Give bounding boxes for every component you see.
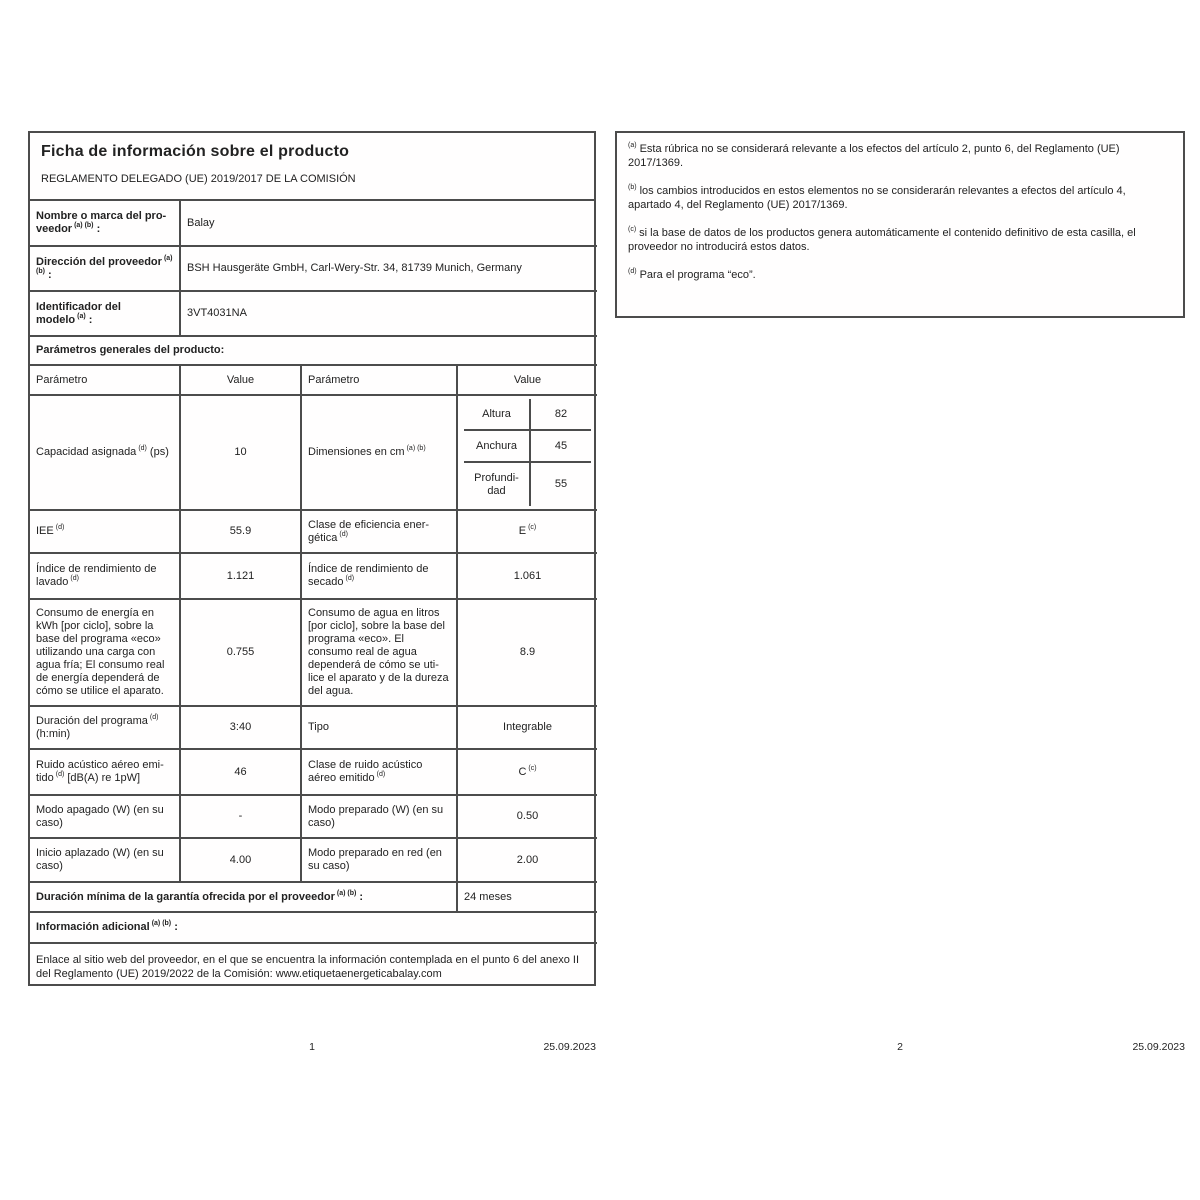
regulation-subtitle: REGLAMENTO DELEGADO (UE) 2019/2017 DE LA COMISIÓN bbox=[41, 173, 356, 185]
label-text: Capacidad asignada bbox=[36, 446, 137, 458]
label-text: Índice de rendimiento de secado bbox=[308, 563, 429, 588]
dimension-value: 82 bbox=[554, 407, 568, 420]
col-header-value-2: Value bbox=[457, 365, 597, 395]
dimension-row-width bbox=[464, 431, 591, 463]
model-identifier-label bbox=[30, 291, 180, 336]
footnote-marker: (b) bbox=[628, 184, 637, 192]
standby-mode-value bbox=[457, 795, 597, 838]
supplier-address-label bbox=[30, 246, 180, 291]
page-2-number: 2 bbox=[897, 1041, 903, 1053]
value-text: Integrable bbox=[503, 721, 552, 733]
label-text: Clase de ruido acústico aéreo emitido bbox=[308, 759, 423, 784]
value-text: 8.9 bbox=[519, 646, 536, 658]
footnote-text: si la base de datos de los productos genera automáticamente el contenido definitivo de esta casilla, el proveedor no introducirá estos datos. bbox=[628, 227, 1136, 253]
footnote-ref: (a) (b) bbox=[151, 920, 172, 928]
table-row bbox=[30, 795, 597, 838]
footnote-marker: (c) bbox=[628, 226, 637, 234]
footnote-ref: (d) bbox=[345, 575, 355, 583]
footnote-marker: (a) bbox=[628, 142, 637, 150]
table-row bbox=[30, 599, 597, 706]
table-row bbox=[30, 336, 597, 365]
dimension-value: 55 bbox=[554, 478, 568, 490]
noise-class-value bbox=[457, 749, 597, 795]
dimension-name: Anchura bbox=[464, 431, 531, 461]
value-text: 0.50 bbox=[516, 810, 539, 822]
dimension-row-height bbox=[464, 399, 591, 431]
label-suffix: [dB(A) re 1pW] bbox=[64, 772, 141, 784]
footnote-ref: (a) bbox=[77, 312, 86, 320]
label-suffix: (h:min) bbox=[36, 727, 71, 740]
capacity-label bbox=[30, 395, 180, 510]
washing-index-value: 1.121 bbox=[180, 553, 301, 599]
footnote-marker: (d) bbox=[628, 268, 637, 276]
value-text: C bbox=[518, 765, 527, 778]
iee-label bbox=[30, 510, 180, 553]
type-label bbox=[301, 706, 457, 749]
page-2-date: 25.09.2023 bbox=[1132, 1041, 1185, 1053]
dimension-name: Profundi-dad bbox=[464, 463, 531, 506]
table-row bbox=[30, 510, 597, 553]
value-text: 2.00 bbox=[516, 853, 539, 866]
label-text: Dirección del proveedor bbox=[36, 255, 162, 268]
label-text: Identificador del modelo bbox=[36, 300, 121, 326]
label-colon: : bbox=[93, 223, 101, 235]
networked-standby-value bbox=[457, 838, 597, 882]
label-text: IEE bbox=[36, 525, 54, 537]
table-row bbox=[30, 553, 597, 599]
noise-label bbox=[30, 749, 180, 795]
off-mode-label: Modo apagado (W) (en su caso) bbox=[30, 795, 180, 838]
footnote-c bbox=[628, 226, 1172, 254]
label-colon: : bbox=[356, 890, 364, 903]
footnote-d bbox=[628, 268, 1172, 282]
water-consumption-label: Consumo de agua en litros [por ciclo], sobre la base del programa «eco». El consumo real de agua dependerá de cómo se uti-lice el aparato y de la dureza del agua. bbox=[301, 599, 457, 706]
footnote-ref: (a) (b) bbox=[74, 222, 94, 230]
capacity-value: 10 bbox=[180, 395, 301, 510]
table-row bbox=[30, 291, 597, 336]
website-link-note: Enlace al sitio web del proveedor, en el que se encuentra la información contemplada en el punto 6 del anexo II del Reglamento (UE) 2019/2022 de la Comisión: www.etiquetaenergeticabalay.com bbox=[30, 943, 597, 990]
table-row bbox=[30, 882, 597, 912]
page-1-date: 25.09.2023 bbox=[543, 1041, 596, 1053]
footnote-ref: (c) bbox=[528, 524, 537, 532]
footnote-a bbox=[628, 142, 1172, 170]
footnote-ref: (c) bbox=[528, 764, 537, 772]
label-text: Nombre o marca del pro-veedor bbox=[36, 210, 167, 235]
warranty-label bbox=[30, 882, 457, 912]
energy-consumption-label: Consumo de energía en kWh [por ciclo], sobre la base del programa «eco» utilizando una carga con agua fría; El consumo real de energía dependerá de cómo se utilice el aparato. bbox=[30, 599, 180, 706]
supplier-address-value: BSH Hausgeräte GmbH, Carl-Wery-Str. 34, 81739 Munich, Germany bbox=[180, 246, 597, 291]
dimension-value: 45 bbox=[554, 439, 568, 452]
product-fiche-page-1 bbox=[28, 131, 596, 986]
general-parameters-header: Parámetros generales del producto: bbox=[30, 336, 597, 365]
page-title: Ficha de información sobre el producto bbox=[41, 143, 350, 160]
delayed-start-value: 4.00 bbox=[180, 838, 301, 882]
footnote-ref: (a) (b) bbox=[36, 254, 173, 275]
label-text: Tipo bbox=[308, 721, 329, 733]
water-consumption-value bbox=[457, 599, 597, 706]
page-1-number: 1 bbox=[309, 1041, 315, 1053]
label-suffix: (ps) bbox=[146, 446, 169, 458]
col-header-parametro-1: Parámetro bbox=[30, 365, 180, 395]
footnote-ref: (d) bbox=[339, 530, 348, 538]
standby-mode-label: Modo preparado (W) (en su caso) bbox=[301, 795, 457, 838]
value-text: E bbox=[518, 525, 527, 537]
label-colon: : bbox=[171, 921, 178, 933]
footnote-ref: (d) bbox=[138, 445, 147, 453]
footnote-ref: (a) (b) bbox=[406, 445, 426, 453]
label-text: Clase de eficiencia ener-gética bbox=[308, 518, 430, 544]
drying-index-value bbox=[457, 553, 597, 599]
dimension-name: Altura bbox=[464, 399, 531, 429]
product-fiche-page-2 bbox=[615, 131, 1185, 318]
delayed-start-label: Inicio aplazado (W) (en su caso) bbox=[30, 838, 180, 882]
additional-info-label bbox=[30, 912, 597, 943]
dimension-row-depth bbox=[464, 463, 591, 506]
footnote-text: Esta rúbrica no se considerará relevante a los efectos del artículo 2, punto 6, del Reglamento (UE) 2017/1369. bbox=[628, 143, 1120, 169]
table-row bbox=[30, 246, 597, 291]
energy-class-label bbox=[301, 510, 457, 553]
table-row bbox=[30, 838, 597, 882]
off-mode-value: - bbox=[180, 795, 301, 838]
footnote-ref: (d) bbox=[55, 524, 65, 532]
type-value bbox=[457, 706, 597, 749]
drying-index-label bbox=[301, 553, 457, 599]
table-row bbox=[30, 395, 597, 510]
dimensions-label bbox=[301, 395, 457, 510]
supplier-name-label bbox=[30, 201, 180, 246]
label-colon: : bbox=[44, 268, 52, 281]
table-header-row bbox=[30, 365, 597, 395]
title-block bbox=[30, 133, 594, 201]
label-text: Información adicional bbox=[36, 921, 150, 933]
col-header-parametro-2: Parámetro bbox=[301, 365, 457, 395]
footnote-b bbox=[628, 184, 1172, 212]
footnote-ref: (d) bbox=[376, 771, 386, 779]
table-row bbox=[30, 912, 597, 943]
col-header-value-1: Value bbox=[180, 365, 301, 395]
footnote-ref: (d) bbox=[149, 713, 159, 721]
supplier-name-value: Balay bbox=[180, 201, 597, 246]
table-row bbox=[30, 749, 597, 795]
table-row bbox=[30, 201, 597, 246]
footnote-text: Para el programa “eco”. bbox=[639, 269, 756, 281]
label-colon: : bbox=[85, 313, 93, 326]
programme-duration-label bbox=[30, 706, 180, 749]
warranty-value: 24 meses bbox=[457, 882, 597, 912]
noise-value: 46 bbox=[180, 749, 301, 795]
energy-class-value bbox=[457, 510, 597, 553]
iee-value: 55.9 bbox=[180, 510, 301, 553]
networked-standby-label: Modo preparado en red (en su caso) bbox=[301, 838, 457, 882]
dimensions-subtable bbox=[457, 395, 597, 510]
footnote-ref: (d) bbox=[70, 575, 79, 583]
footnote-ref: (a) (b) bbox=[336, 889, 357, 897]
label-text: Duración mínima de la garantía ofrecida por el proveedor bbox=[36, 890, 335, 903]
product-fiche-table bbox=[30, 201, 597, 990]
table-row bbox=[30, 706, 597, 749]
energy-consumption-value: 0.755 bbox=[180, 599, 301, 706]
footnote-ref: (d) bbox=[55, 771, 65, 779]
table-row bbox=[30, 943, 597, 990]
programme-duration-value: 3:40 bbox=[180, 706, 301, 749]
model-identifier-value: 3VT4031NA bbox=[180, 291, 597, 336]
label-text: Índice de rendimiento de lavado bbox=[36, 563, 157, 588]
noise-class-label bbox=[301, 749, 457, 795]
washing-index-label bbox=[30, 553, 180, 599]
footnote-text: los cambios introducidos en estos elementos no se considerarán relevantes a efectos del artículo 4, apartado 4, del Reglamento (UE) 2017/1369. bbox=[628, 185, 1126, 211]
value-text: 1.061 bbox=[513, 569, 542, 582]
label-text: Ruido acústico aéreo emi-tido bbox=[36, 759, 164, 784]
label-text: Duración del programa bbox=[36, 714, 148, 727]
label-text: Dimensiones en cm bbox=[308, 446, 405, 458]
